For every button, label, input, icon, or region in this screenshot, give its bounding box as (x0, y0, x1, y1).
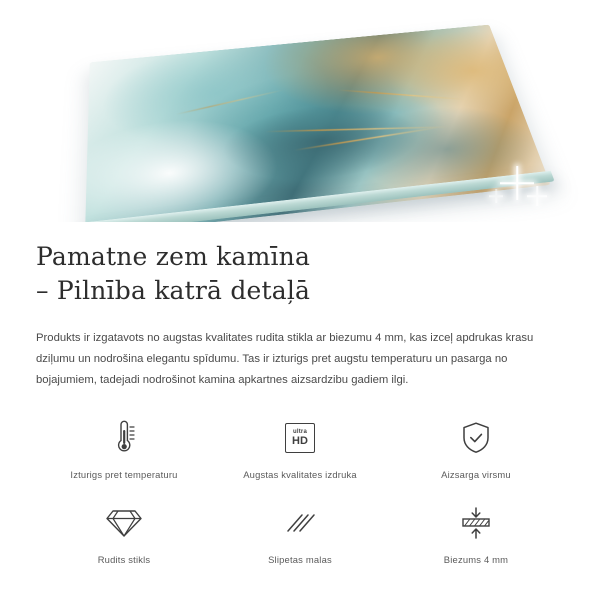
feature-label: Izturigs pret temperaturu (70, 469, 178, 480)
shield-check-icon (460, 417, 492, 459)
feature-item-temperature (36, 417, 212, 480)
ultra-hd-badge-bottom: HD (292, 435, 308, 447)
ultra-hd-badge-top: ultra (292, 429, 307, 435)
content-area (0, 240, 600, 565)
thickness-icon (458, 502, 494, 544)
marble-glass-panel-image (85, 25, 551, 222)
ultra-hd-icon (285, 417, 315, 459)
thermometer-icon (107, 417, 141, 459)
feature-item-polished-edges (212, 502, 388, 565)
feature-label: Aizsarga virsmu (441, 469, 511, 480)
sparkle-icon (527, 186, 547, 206)
feature-grid (36, 417, 564, 565)
feature-item-surface-protection (388, 417, 564, 480)
feature-label: Rudits stikls (97, 554, 151, 565)
feature-label: Biezums 4 mm (443, 554, 509, 565)
diamond-icon (105, 502, 143, 544)
page-title-line-1: Pamatne zem kamīna (36, 242, 311, 271)
feature-item-tempered-glass (36, 502, 212, 565)
page-title-line-2: – Pilnība katrā detaļā (36, 276, 311, 305)
feature-label: Slipetas malas (268, 554, 332, 565)
description-paragraph: Produkts ir izgatavots no augstas kvalitates rudita stikla ar biezumu 4 mm, kas izceļ apdrukas krasu dziļumu un nodrošina elegantu spīdumu. Tas ir izturigs pret augstu temperaturu un pasarga no bojajumiem, tadejadi nodrošinot kamina apkartnes aizsardzibu gadiem ilgi. (36, 332, 534, 386)
feature-label: Augstas kvalitates izdruka (243, 469, 357, 480)
polished-edges-icon (282, 502, 318, 544)
marble-dark-wash (219, 96, 430, 189)
hero-image (0, 0, 600, 222)
feature-item-print-quality (212, 417, 388, 480)
feature-item-thickness (388, 502, 564, 565)
page-title (36, 240, 564, 308)
